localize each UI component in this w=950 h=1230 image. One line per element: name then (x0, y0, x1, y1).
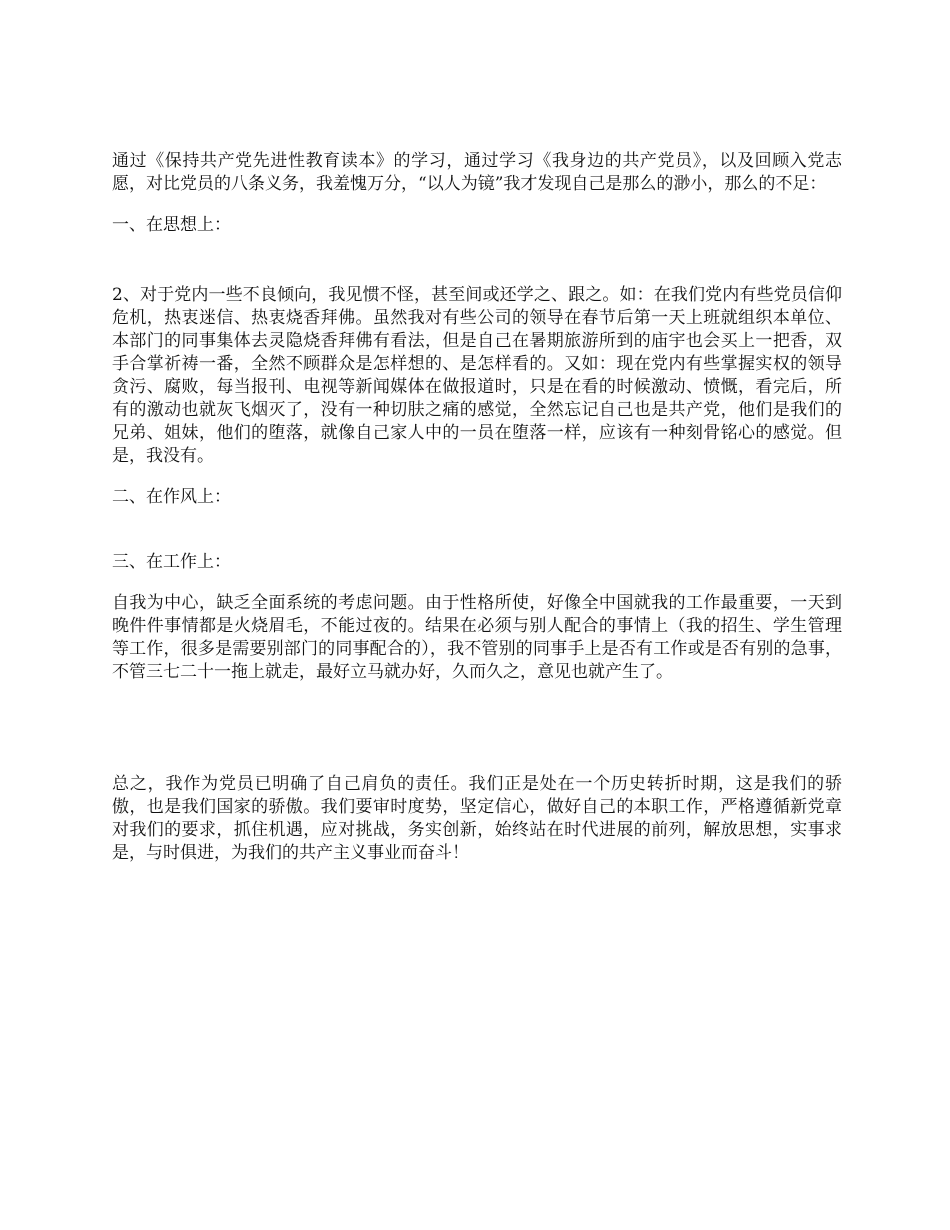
section-work-paragraph: 自我为中心，缺乏全面系统的考虑问题。由于性格所使，好像全中国就我的工作最重要，一天到晚件件事情都是火烧眉毛，不能过夜的。结果在必须与别人配合的事情上（我的招生、学生管理等工作，很多是需要别部门的同事配合的），我不管别的同事手上是否有工作或是否有别的急事，不管三七二十一拖上就走，最好立马就办好，久而久之，意见也就产生了。 (112, 593, 842, 682)
intro-paragraph: 通过《保持共产党先进性教育读本》的学习，通过学习《我身边的共产党员》，以及回顾入党志愿，对比党员的八条义务，我羞愧万分，“以人为镜”我才发现自己是那么的渺小，那么的不足： (112, 151, 842, 194)
section-heading-style: 二、在作风上： (112, 487, 231, 507)
conclusion-paragraph: 总之，我作为党员已明确了自己肩负的责任。我们正是处在一个历史转折时期，这是我们的骄傲，也是我们国家的骄傲。我们要审时度势，坚定信心，做好自己的本职工作，严格遵循新党章对我们的要求，抓住机遇，应对挑战，务实创新，始终站在时代进展的前列，解放思想，实事求是，与时俱进，为我们的共产主义事业而奋斗！ (112, 774, 842, 863)
section-thought-point-2: 2、对于党内一些不良倾向，我见惯不怪，甚至间或还学之、跟之。如：在我们党内有些党员信仰危机，热衷迷信、热衷烧香拜佛。虽然我对有些公司的领导在春节后第一天上班就组织本单位、本部门的同事集体去灵隐烧香拜佛有看法，但是自己在暑期旅游所到的庙宇也会买上一把香，双手合掌祈祷一番，全然不顾群众是怎样想的、是怎样看的。又如：现在党内有些掌握实权的领导贪污、腐败，每当报刊、电视等新闻媒体在做报道时，只是在看的时候激动、愤慨，看完后，所有的激动也就灰飞烟灭了，没有一种切肤之痛的感觉，全然忘记自己也是共产党，他们是我们的兄弟、姐妹，他们的堕落，就像自己家人中的一员在堕落一样，应该有一种刻骨铭心的感觉。但是，我没有。 (112, 285, 842, 466)
section-heading-work: 三、在工作上： (112, 552, 231, 572)
document-body (112, 150, 842, 865)
section-heading-thought: 一、在思想上： (112, 215, 231, 235)
